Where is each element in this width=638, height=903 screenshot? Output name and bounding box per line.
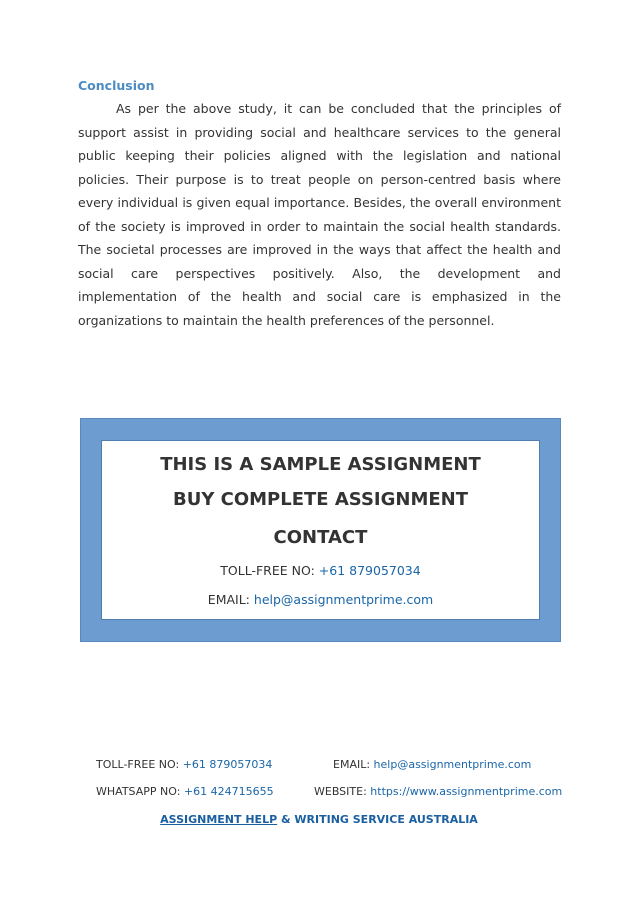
promo-email-link[interactable]: help@assignmentprime.com <box>253 592 434 607</box>
conclusion-heading: Conclusion <box>78 78 155 93</box>
promo-inner-panel <box>101 440 540 620</box>
footer-whatsapp <box>96 785 274 798</box>
footer-email-link[interactable]: help@assignmentprime.com <box>373 758 532 771</box>
footer-tagline-text: & WRITING SERVICE AUSTRALIA <box>280 813 478 826</box>
footer-email <box>333 758 531 771</box>
footer-tollfree <box>96 758 272 771</box>
promo-box <box>80 418 561 642</box>
conclusion-paragraph <box>78 97 561 332</box>
footer-whatsapp-number[interactable]: +61 424715655 <box>183 785 274 798</box>
promo-tollfree-number[interactable]: +61 879057034 <box>318 563 421 578</box>
promo-email <box>102 592 539 607</box>
promo-sample-title: THIS IS A SAMPLE ASSIGNMENT <box>160 454 481 475</box>
footer-tollfree-number[interactable]: +61 879057034 <box>182 758 273 771</box>
promo-tollfree <box>102 563 539 578</box>
promo-tollfree-label: TOLL-FREE NO: <box>220 563 315 578</box>
promo-email-label: EMAIL: <box>207 592 250 607</box>
footer-website-label: WEBSITE: <box>314 785 367 798</box>
promo-contact-title: CONTACT <box>273 527 368 548</box>
footer-whatsapp-label: WHATSAPP NO: <box>96 785 181 798</box>
footer-website-link[interactable]: https://www.assignmentprime.com <box>370 785 563 798</box>
footer-website <box>314 785 562 798</box>
footer-email-label: EMAIL: <box>333 758 371 771</box>
promo-buy-title: BUY COMPLETE ASSIGNMENT <box>173 489 468 510</box>
footer-tollfree-label: TOLL-FREE NO: <box>96 758 180 771</box>
assignment-help-link[interactable]: ASSIGNMENT HELP <box>160 813 278 826</box>
footer-tagline <box>0 813 638 826</box>
conclusion-body: As per the above study, it can be concluded that the principles of support assist in providing social and healthcare services to the general public keeping their policies aligned with the legislation and national policies. Their purpose is to treat people on person-centred basis where every individual is given equal importance. Besides, the overall environment of the society is improved in order to maintain the social health standards. The societal processes are improved in the ways that affect the health and social care perspectives positively. Also, the development and implementation of the health and social care is emphasized in the organizations to maintain the health preferences of the personnel. <box>78 101 561 328</box>
